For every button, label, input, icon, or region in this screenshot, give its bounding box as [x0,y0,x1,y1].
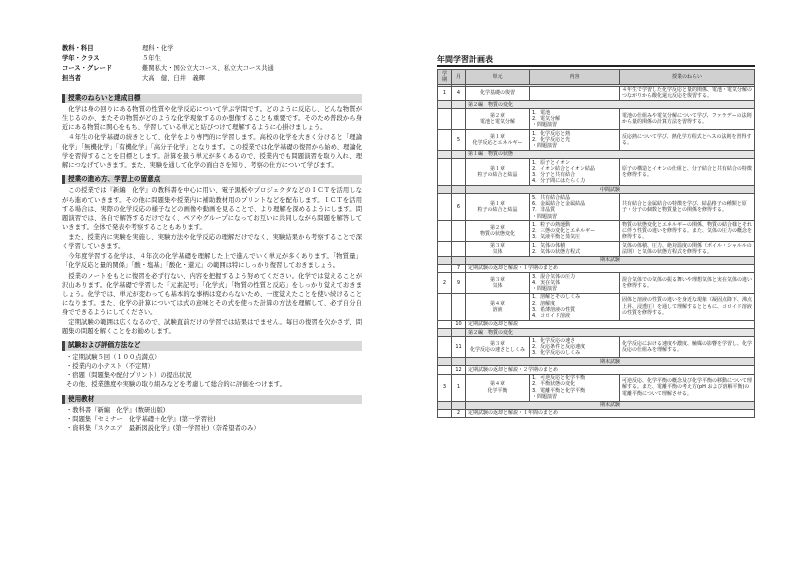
exam-label: 中間試験 [466,186,755,194]
term-cell [438,293,452,320]
aim-cell: 物質の状態変化とエネルギーの関係、物質の結合様とそれに伴う性質の違いを修得する。また、気体の圧力の概念を修得する。 [620,221,755,242]
review-cell: 定期試験の返却と解説 [466,320,755,328]
aim-cell: 固体と溶液の性質の違いを身近な現象（凝固点降下、沸点上昇、浸透圧）を通して理解するとともに、コロイド溶液の性質を修得する。 [620,293,755,320]
list-item: ・資料集『スクエア 最新図説化学』(第一学習社)（奈希望者のみ） [66,425,260,433]
plan-row [438,293,755,320]
chapter-heading: 第１編 物質の状態 [466,150,755,158]
month-cell [452,186,466,194]
info-value: 理科・化学 [142,45,174,52]
term-cell [438,186,452,194]
month-cell: 7 [452,264,466,272]
aim-cell: 可逆反応、化学平衡の概念及び化学平衡の移動について理解する。また、電離平衡の考え方(pH および溶解平衡)の電離平衡について理解させる。 [620,374,755,401]
info-key: コース・グレード [62,65,113,73]
list-item: ・宿題（問題集や配付プリント）の提出状況 [66,372,192,380]
month-cell [452,221,466,242]
plan-row [438,186,755,194]
plan-row [438,159,755,186]
plan-row [438,109,755,130]
plan-row [438,329,755,337]
plan-row [438,194,755,221]
content-cell: 1．原子とイオン 2．イオン結合とイオン結晶 3．分子と共有結合 4．分子間にはたらく力 [530,159,620,186]
content-cell: 1．可逆反応と化学平衡 2．平衡状態の変化 3．電離平衡と化学平衡 ・問題演習 [530,374,620,401]
plan-header-row [438,70,755,85]
term-cell [438,221,452,242]
month-cell [452,358,466,366]
month-cell: 11 [452,337,466,358]
unit-cell: 化学基礎の復習 [466,86,530,101]
plan-row [438,242,755,257]
term-cell: 1 [438,86,452,101]
plan-row [438,358,755,366]
course-info-column [62,44,362,433]
aim-cell: 気体の体積、圧力、絶対温度の関係（ボイル・シャルルの法則）と気体の状態方程式を修得する。 [620,242,755,257]
paragraph: ４年生の化学基礎の続きとして、化学をより専門的に学習します。高校の化学を大きく分けると「理論化学」「無機化学」「有機化学」「高分子化学」となります。この授業では化学基礎の復習から始め、理論化学を習得することを目標とします。計算を扱う単元が多くあるので、授業内でも問題演習を取り入れ、理解につなげていきます。また、実験を通して化学の面白さを知り、考察の仕方について学びます。 [62,134,362,169]
unit-cell: 第４章 化学平衡 [466,374,530,401]
month-cell: 10 [452,320,466,328]
plan-row [438,221,755,242]
review-cell: 定期試験の返却と解説・２学期のまとめ [466,366,755,374]
term-cell [438,130,452,151]
review-cell: 定期試験の返却と解説・１年間のまとめ [466,409,755,417]
unit-cell: 第２章 電池と電気分解 [466,109,530,130]
term-cell [438,329,452,337]
unit-cell: 第１章 粒子の結合と結晶 [466,159,530,186]
aim-cell: 反応熱について学び、熱化学方程式とへスの法則を習得する。 [620,130,755,151]
plan-row [438,366,755,374]
chapter-heading: 第２編 物質の変化 [466,329,755,337]
header-cell: 授業のねらい [620,70,755,85]
term-cell [438,264,452,272]
list-item: ・教科書『新編 化学』(数研出版) [66,407,166,415]
month-cell: 9 [452,273,466,294]
content-cell: 1．化学反応の速さ 2．反応条件と反応速度 3．化学反応のしくみ [530,337,620,358]
unit-cell: 第４章 溶液 [466,293,530,320]
paragraph: 今年度学習する化学は、４年次の化学基礎を理解した上で進んでいく単元が多くあります。「物質量」「化学反応と量的関係」「酸・塩基」「酸化・還元」の範囲は特にしっかり復習しておきましょう。 [62,253,362,270]
plan-row [438,264,755,272]
unit-cell: 第１章 粒子の結合と結晶 [466,194,530,221]
content-cell: 1．粒子の熱運動 2．三態の変化とエネルギー 3．気液平衡と蒸気圧 [530,221,620,242]
section-heading-materials: 使用教材 [62,395,362,405]
plan-row [438,320,755,328]
section-heading-aims: 授業のねらいと達成目標 [62,94,362,104]
term-cell [438,109,452,130]
plan-body [438,84,755,418]
term-cell [438,358,452,366]
term-cell [438,101,452,109]
plan-row [438,101,755,109]
term-cell [438,337,452,358]
info-key: 担当者 [62,75,81,83]
list-item: その他、授業態度や実験の取り組みなどを考慮して総合的に評価をつけます。 [66,381,286,389]
unit-cell: 第３章 気体 [466,242,530,257]
chapter-heading: 第２編 物質の変化 [466,101,755,109]
paragraph: 化学は身の回りにある物質の性質や化学反応について学ぶ学問です。どのように反応し、どんな物質が生じるのか、またその物質がどのような化学現象するのか想像することも重要です。そのため普段から身近にある物質に関心をもち、学習している単元と結びつけて理解するように心掛けましょう。 [62,106,362,132]
section-heading-method: 授業の進め方、学習上の留意点 [62,175,362,185]
review-cell: 定期試験の返却と解説・１学期のまとめ [466,264,755,272]
header-cell: 月 [452,70,466,85]
term-cell [438,242,452,257]
exam-label: 期末試験 [466,401,755,409]
evaluation-list [62,353,362,390]
month-cell [452,159,466,186]
list-item: ・定期試験５回（１００点満点） [66,354,161,362]
month-cell: 12 [452,366,466,374]
term-cell [438,150,452,158]
aim-cell: 化学反応における速度や濃度、触媒の影響を学習し、化学反応の仕組みを理解する。 [620,337,755,358]
plan-row [438,130,755,151]
plan-row [438,409,755,417]
aim-cell: 原子の構造とイオンの仕組と、分子結合と共有結合の特徴を修得する。 [620,159,755,186]
plan-row [438,337,755,358]
term-cell [438,256,452,264]
materials-list [62,406,362,433]
content-cell: 3．混合気体の圧力 4．実在気体 ・問題演習 [530,273,620,294]
month-cell [452,242,466,257]
plan-row [438,86,755,101]
plan-row [438,150,755,158]
content-cell: 1．溶解とそのしくみ 2．溶解度 3．希薄溶液の性質 4．コロイド溶液 [530,293,620,320]
exam-label: 期末試験 [466,256,755,264]
paragraph: また、授業内に実験を実施し、実験方法や化学反応の理解だけでなく、実験結果から考察することで深く学習していきます。 [62,234,362,251]
plan-row [438,374,755,401]
month-cell: 2 [452,409,466,417]
term-cell [438,401,452,409]
aim-cell: 電池の仕組みや電気分解について学び、ファラデーの法則から量的関係の計算方法を習得する。 [620,109,755,130]
term-cell: 3 [438,374,452,401]
term-cell [438,320,452,328]
content-cell: 1．化学反応と熱 2．化学反応と光 ・問題演習 [530,130,620,151]
annual-plan [437,54,755,418]
info-value: ５年生 [142,55,161,63]
unit-cell: 第３章 気体 [466,273,530,294]
month-cell [452,293,466,320]
month-cell: 5 [452,130,466,151]
info-key: 学年・クラス [62,55,100,63]
paragraph: この授業では『新編 化学』の教科書を中心に用い、電子黒板やプロジェクタなどのＩＣＴを活用しながら進めていきます。その他に問題集や授業内に補助教材用のプリントなどを配布します。ＩＣＴを活用する場合は、実際の化学反応の様子などの画像や動画を見ることで、より理解を深めるようにします。問題演習では、各自で解答するだけでなく、ペアやグループになってお互いに共同しながら問題を解答していきます。全体で発表や考察することもあります。 [62,187,362,231]
paragraph: 授業のノートをもとに復習を必ず行ない、内容を把握するよう努めてください。化学では覚えることが沢山あります。化学基礎で学習した「元素記号」「化学式」「物質の性質と反応」をしっかり覚えておきましょう。化学では、単元が変わっても基本的な事柄は変わらないため、一度覚えたことを使い続けることになります。また、化学の計算については式の意味とその式を使った計算の方法を理解して、必ず自分自身でできるようにしてください。 [62,272,362,317]
month-cell: 4 [452,86,466,101]
month-cell [452,256,466,264]
term-cell [438,366,452,374]
exam-label: 期末試験 [466,358,755,366]
unit-cell: 第２章 物質の状態変化 [466,221,530,242]
plan-row [438,256,755,264]
plan-table [437,69,755,418]
info-key: 教科・科目 [62,45,94,52]
month-cell: 1 [452,374,466,401]
plan-row [438,273,755,294]
month-cell [452,109,466,130]
content-cell [530,86,620,101]
plan-row [438,401,755,409]
info-value: 大高 健、臼井 義輝 [142,75,205,83]
course-info [62,44,362,84]
paragraph: 定期試験の範囲は広くなるので、試験直前だけの学習では結果はでません。毎日の復習を欠かさず、問題集の問題を解くことをお勧めします。 [62,319,362,336]
section-heading-evaluation: 試験および評価方法など [62,341,362,351]
aim-cell: ４年生で学習した化学反応と量的関係、電池・電気分解のつながりから酸化還元反応を復習する。 [620,86,755,101]
header-cell: 単元 [466,70,530,85]
plan-title: 年間学習計画表 [437,54,755,67]
term-cell: 2 [438,273,452,294]
header-cell: 学期 [438,70,452,85]
aim-cell: 混合気体での気体の振る舞いや理想気体と実在気体の違いを修得する。 [620,273,755,294]
content-cell: 1．気体の体積 2．気体の状態方程式 [530,242,620,257]
term-cell [438,194,452,221]
term-cell [438,409,452,417]
list-item: ・問題集『セミナー 化学基礎＋化学』(第一学習社) [66,416,216,424]
unit-cell: 第１章 化学反応とエネルギー [466,130,530,151]
header-cell: 内容 [530,70,620,85]
term-cell [438,159,452,186]
info-value: 難関私大・国公立大コース、私立大コース共通 [142,65,274,73]
month-cell [452,401,466,409]
list-item: ・授業内の小テスト（不定期） [66,363,154,371]
aim-cell: 共有結合と金属結合の特徴を学び、結晶格子の種類と原子・分子の個数と物質量との関係を修得する。 [620,194,755,221]
month-cell [452,329,466,337]
content-cell: 5．共有結合結晶 6．金属結合と金属結晶 7．非晶質 ・問題演習 [530,194,620,221]
month-cell [452,101,466,109]
unit-cell: 第３章 化学反応の速さとしくみ [466,337,530,358]
month-cell [452,150,466,158]
month-cell: 6 [452,194,466,221]
content-cell: 1．電池 2．電気分解 ・問題演習 [530,109,620,130]
